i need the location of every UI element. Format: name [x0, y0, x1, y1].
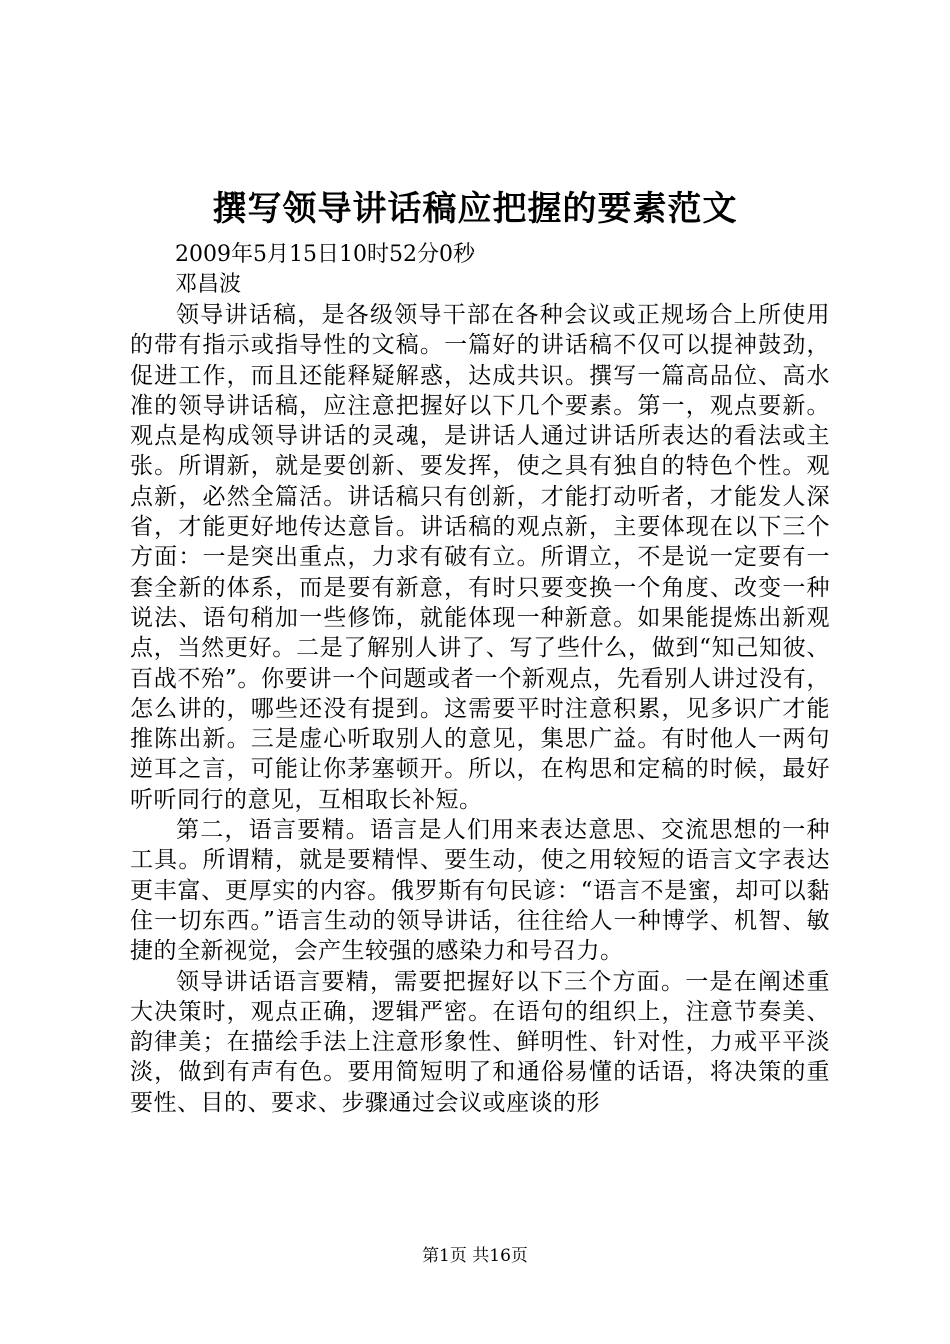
paragraph-3: 领导讲话语言要精，需要把握好以下三个方面。一是在阐述重大决策时，观点正确，逻辑严密。在语句的组织上，注意节奏美、韵律美；在描绘手法上注意形象性、鲜明性、针对性，力戒平平淡淡，做到有声有色。要用简短明了和通俗易懂的话语，将决策的重要性、目的、要求、步骤通过会议或座谈的形: [130, 968, 830, 1116]
paragraph-1: 领导讲话稿，是各级领导干部在各种会议或正规场合上所使用的带有指示或指导性的文稿。一篇好的讲话稿不仅可以提神鼓劲，促进工作，而且还能释疑解惑，达成共识。撰写一篇高品位、高水准的领导讲话稿，应注意把握好以下几个要素。第一，观点要新。观点是构成领导讲话的灵魂，是讲话人通过讲话所表达的看法或主张。所谓新，就是要创新、要发挥，使之具有独自的特色个性。观点新，必然全篇活。讲话稿只有创新，才能打动听者，才能发人深省，才能更好地传达意旨。讲话稿的观点新，主要体现在以下三个方面：一是突出重点，力求有破有立。所谓立，不是说一定要有一套全新的体系，而是要有新意，有时只要变换一个角度、改变一种说法、语句稍加一些修饰，就能体现一种新意。如果能提炼出新观点，当然更好。二是了解别人讲了、写了些什么，做到“知己知彼、百战不殆”。你要讲一个问题或者一个新观点，先看别人讲过没有，怎么讲的，哪些还没有提到。这需要平时注意积累，见多识广才能推陈出新。三是虚心听取别人的意见，集思广益。有时他人一两句逆耳之言，可能让你茅塞顿开。所以，在构思和定稿的时候，最好听听同行的意见，互相取长补短。: [130, 302, 830, 813]
document-body: [130, 300, 830, 1118]
paragraph-2: 第二，语言要精。语言是人们用来表达意思、交流思想的一种工具。所谓精，就是要精悍、要生动，使之用较短的语言文字表达更丰富、更厚实的内容。俄罗斯有句民谚：“语言不是蜜，却可以黏住一切东西。”语言生动的领导讲话，往往给人一种博学、机智、敏捷的全新视觉，会产生较强的感染力和号召力。: [130, 817, 830, 965]
page-number-footer: 第1页 共16页: [422, 1246, 528, 1266]
publish-date: 2009年5月15日10时52分0秒: [175, 242, 475, 267]
author-name: 邓昌波: [175, 272, 242, 297]
document-title: 撰写领导讲话稿应把握的要素范文: [212, 189, 738, 229]
